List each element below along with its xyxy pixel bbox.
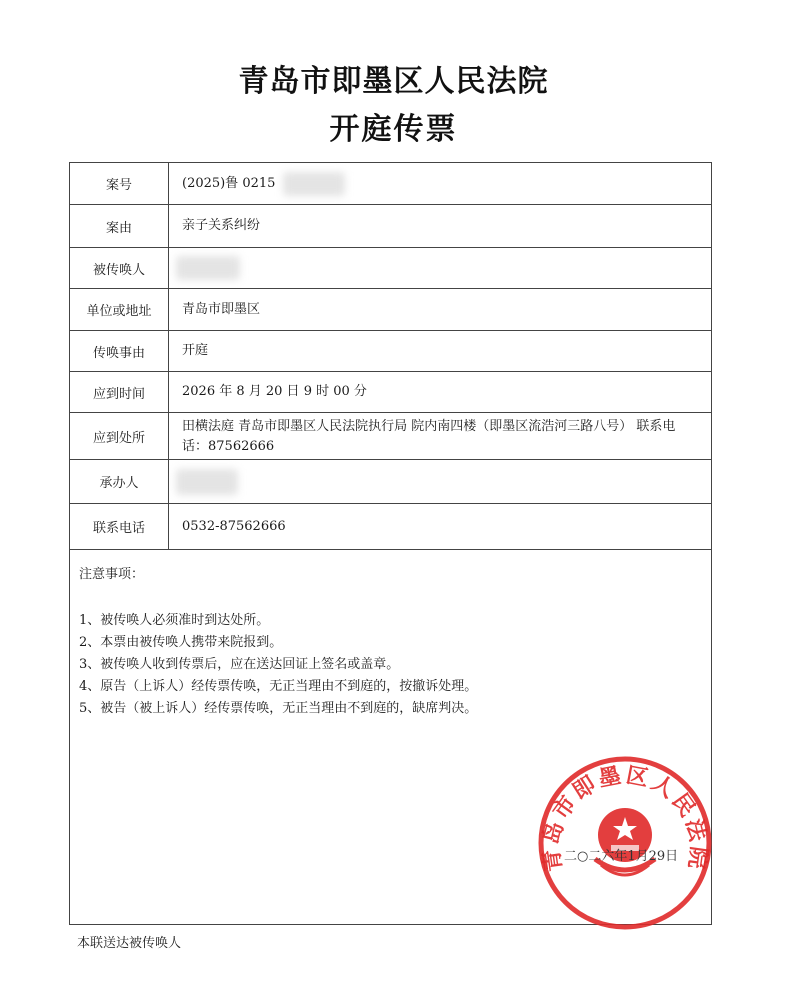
court-name: 青岛市即墨区人民法院 [238,64,549,99]
row-appearance-time [70,372,711,413]
value-contact-phone: 0532-87562666 [182,518,286,534]
label-summons-reason: 传唤事由 [70,331,169,371]
footer-note: 本联送达被传唤人 [77,936,182,951]
label-appearance-place: 应到处所 [70,413,169,459]
value-appearance-place: 田横法庭 青岛市即墨区人民法院执行局 院内南四楼（即墨区流浩河三路八号） 联系电话：87562666 [182,419,676,454]
row-appearance-place [70,413,711,460]
label-unit-or-address: 单位或地址 [70,289,169,330]
note-item-3: 3、被传唤人收到传票后，应在送达回证上签名或盖章。 [79,657,400,672]
label-case-cause: 案由 [70,205,169,247]
notes-heading: 注意事项： [79,567,145,582]
note-item-2: 2、本票由被传唤人携带来院报到。 [79,635,283,650]
row-case-number [70,163,711,205]
value-handler [182,460,697,503]
row-handler [70,460,711,504]
seal-date: 二○二六年1月29日 [564,849,679,864]
label-case-number: 案号 [70,163,169,204]
label-contact-phone: 联系电话 [70,504,169,549]
value-case-cause: 亲子关系纠纷 [182,218,261,233]
note-item-4: 4、原告（上诉人）经传票传唤，无正当理由不到庭的，按撤诉处理。 [79,679,478,694]
seal-text: 青岛市即墨区人民法院 [539,763,711,874]
case-number-text: (2025)鲁 0215 [182,175,276,191]
document-title: 开庭传票 [329,112,458,147]
redacted-handler [176,469,238,495]
national-emblem-icon [595,808,655,875]
row-summons-reason [70,331,711,372]
value-summons-reason: 开庭 [182,343,209,358]
value-appearance-time: 2026 年 8 月 20 日 9 时 00 分 [182,384,367,399]
value-summoned-person [182,248,697,288]
note-item-1: 1、被传唤人必须准时到达处所。 [79,613,270,628]
note-item-5: 5、被告（被上诉人）经传票传唤，无正当理由不到庭的，缺席判决。 [79,701,478,716]
court-seal [535,753,715,933]
label-appearance-time: 应到时间 [70,372,169,412]
value-case-number [182,163,697,204]
value-unit-or-address: 青岛市即墨区 [182,301,261,317]
label-summoned-person: 被传唤人 [70,248,169,288]
row-case-cause [70,205,711,248]
row-summoned-person [70,248,711,289]
label-handler: 承办人 [70,460,169,503]
row-contact-phone [70,504,711,550]
row-unit-or-address [70,289,711,331]
redacted-summoned-person [176,256,240,280]
redacted-case-number [283,172,345,196]
